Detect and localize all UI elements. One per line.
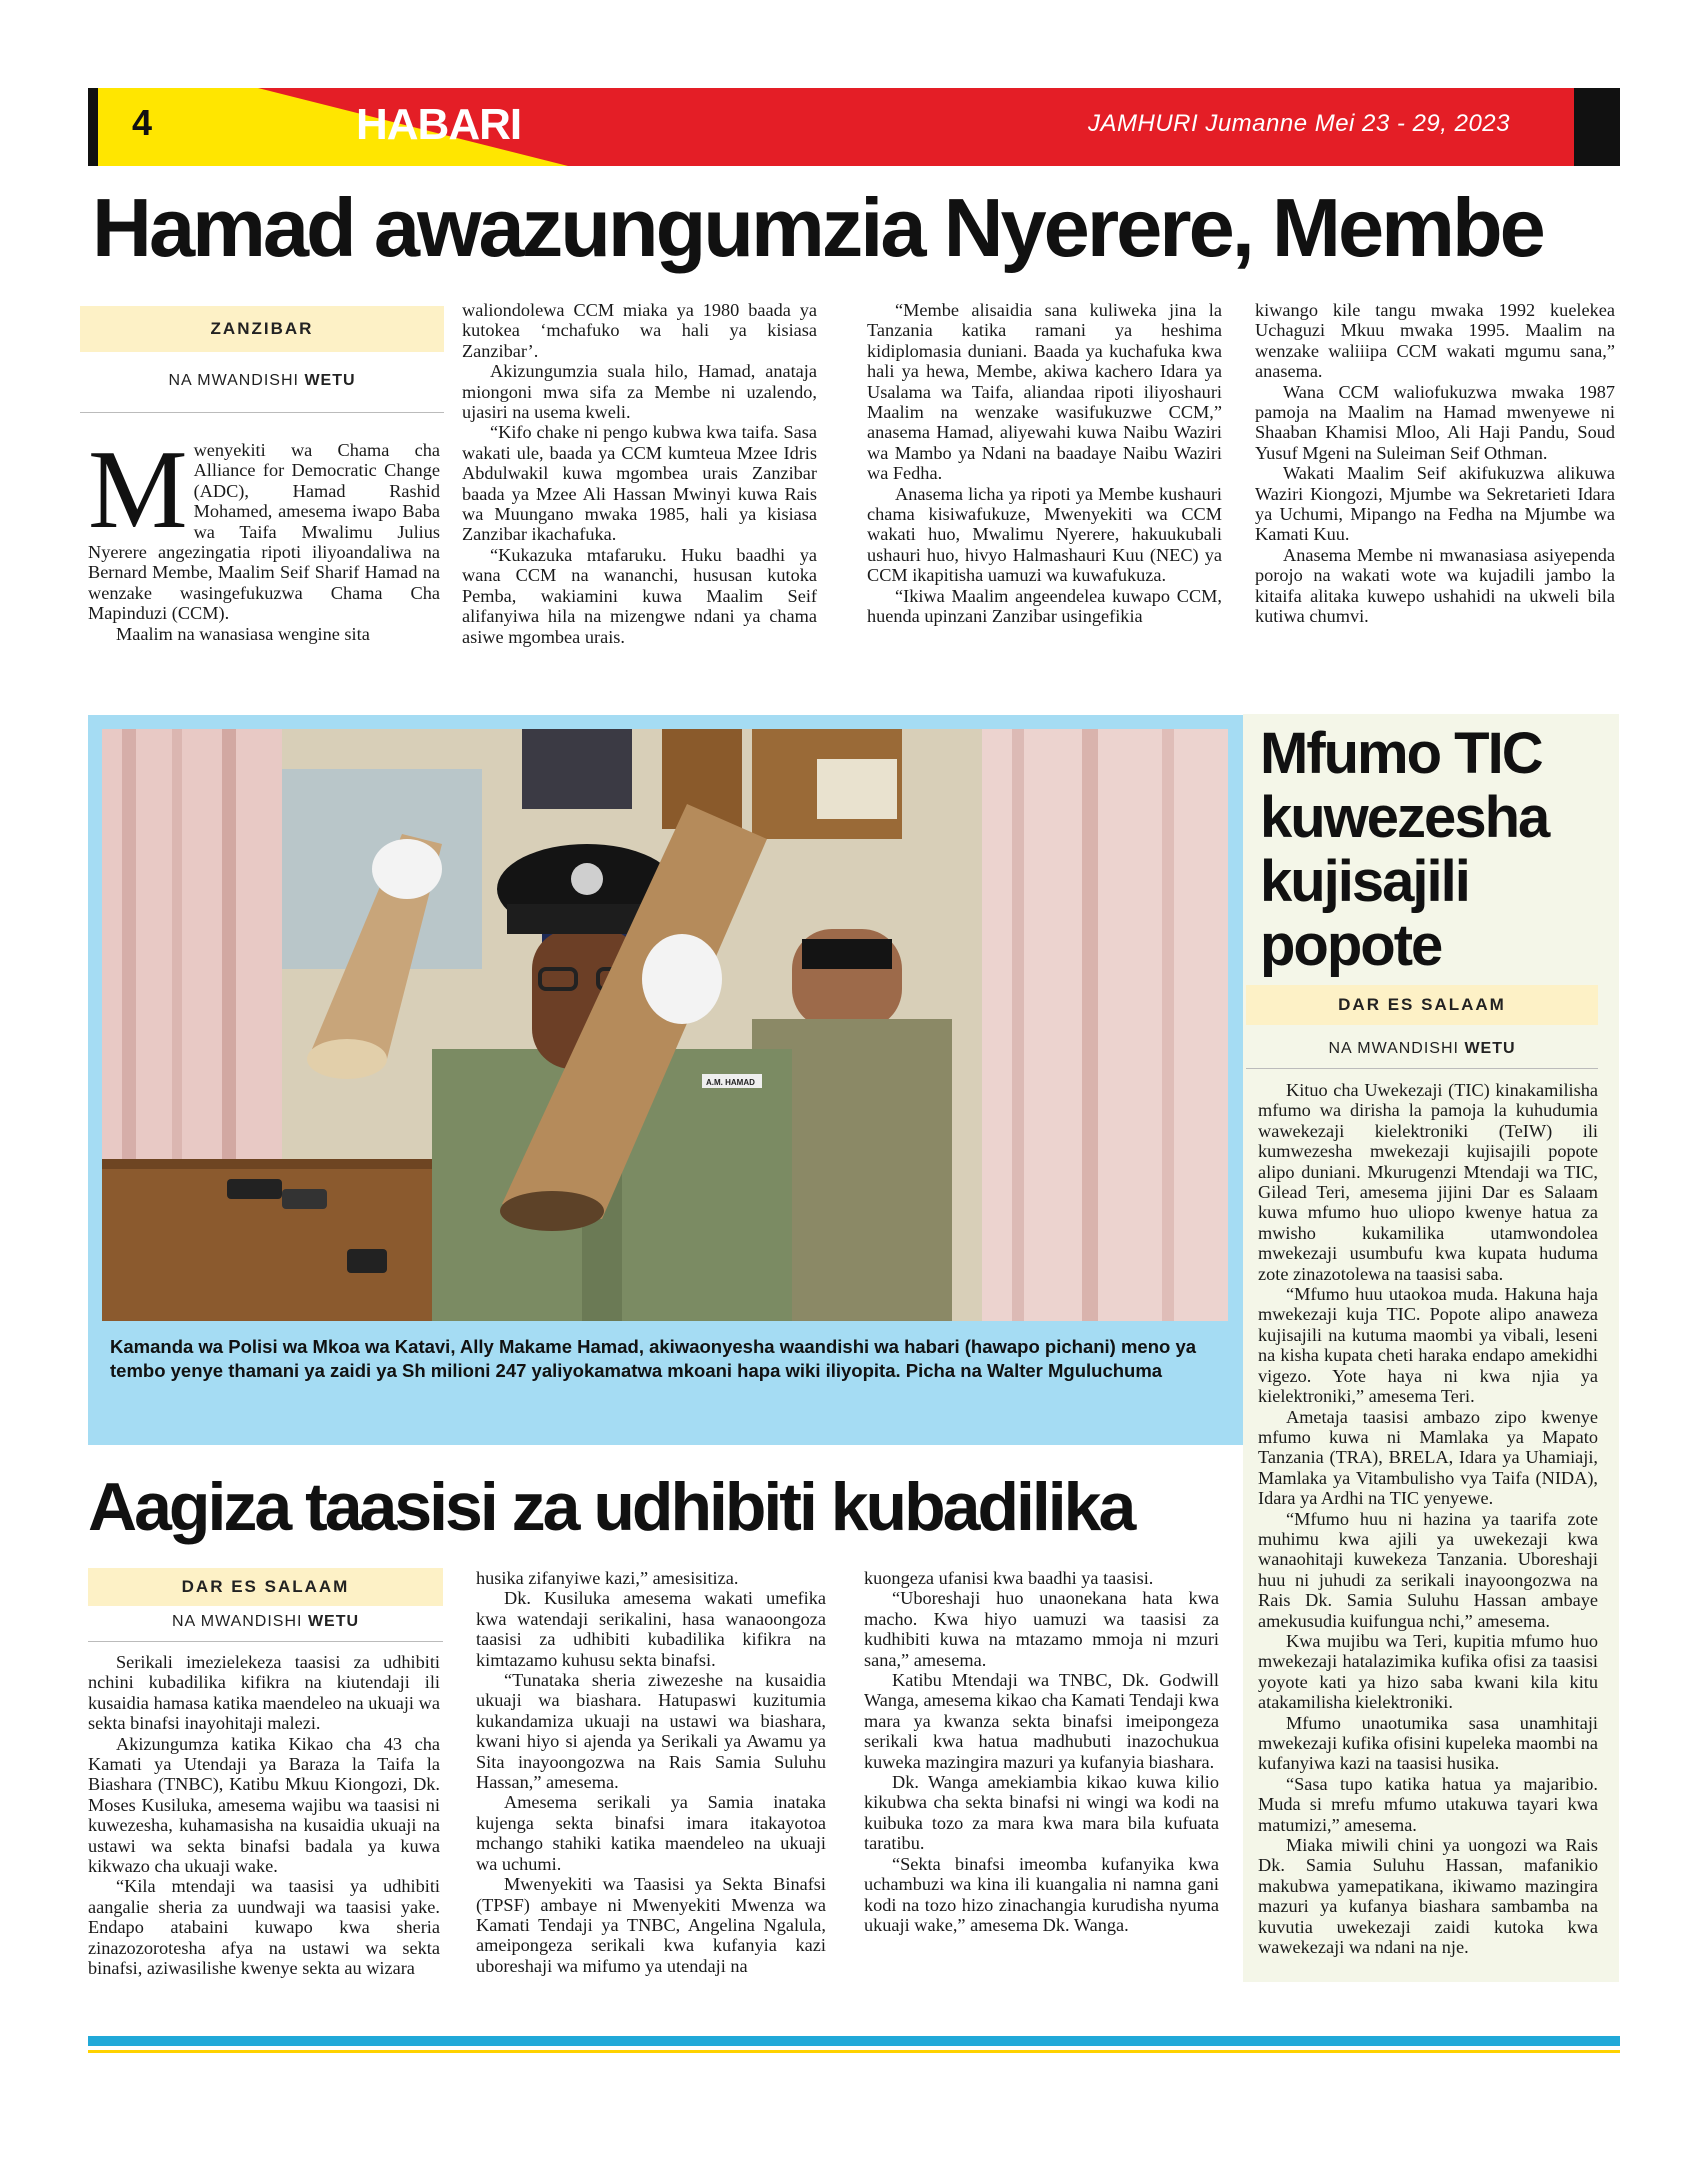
section-label: HABARI <box>356 100 522 149</box>
paragraph: Dk. Wanga amekiambia kikao kuwa kilio kikubwa cha sekta binafsi ni wingi wa kodi na kuibuka tozo za mara kwa mara bila kufuata taratibu. <box>864 1772 1219 1854</box>
story2-column-1 <box>88 1652 440 2020</box>
paragraph: Anasema licha ya ripoti ya Membe kushauri chama kisiwafukuze, Mwenyekiti wa CCM wakati huo, Mwalimu Nyerere, hakuukubali ushauri huo, hivyo Halmashauri Kuu (NEC) ya CCM ikapitisha uamuzi wa kuwafukuza. <box>867 483 1222 586</box>
name-tag: A.M. HAMAD <box>706 1078 755 1087</box>
story1-column-1 <box>88 440 440 700</box>
byline-name: WETU <box>1464 1040 1516 1057</box>
byline-rule <box>88 1641 443 1642</box>
footer-stripe-blue <box>88 2036 1620 2046</box>
byline-prefix: NA MWANDISHI <box>171 1613 303 1630</box>
paragraph: “Uboreshaji huo unaonekana hata kwa macho. Kwa hiyo uamuzi wa taasisi za kudhibiti kuwa na mtazamo mmoja ni mzuri sana,” amesema. <box>864 1588 1219 1670</box>
story1-byline <box>80 372 444 390</box>
header-band <box>88 88 1620 166</box>
story2-byline <box>88 1613 443 1631</box>
story3-kicker: DAR ES SALAAM <box>1246 985 1598 1025</box>
paragraph: kuongeza ufanisi kwa baadhi ya taasisi. <box>864 1568 1154 1588</box>
paragraph: “Ikiwa Maalim angeendelea kuwapo CCM, huenda upinzani Zanzibar usingefikia <box>867 585 1222 627</box>
paragraph: Wana CCM waliofukuzwa mwaka 1987 pamoja na Maalim na Hamad mwenyewe ni Shaaban Khamisi Mloo, Ali Haji Pandu, Soud Yusuf Mgeni na Suleiman Seif Othman. <box>1255 381 1615 463</box>
paragraph: Mfumo unaotumika sasa unamhitaji mwekezaji kufika ofisini kupeleka maombi na kufanyiwa kazi na taasisi husika. <box>1258 1712 1598 1774</box>
paragraph: Katibu Mtendaji wa TNBC, Dk. Godwill Wanga, amesema kikao cha Kamati Tendaji kwa mara ya kwanza sekta binafsi imeipongeza serikali kwa hatua madhubuti inazochukua kuweka mazingira mazuri ya kufanyia biashara. <box>864 1670 1219 1772</box>
paragraph: Maalim na wanasiasa wengine sita <box>116 623 370 644</box>
photo-illustration <box>102 729 1228 1321</box>
story2-column-3 <box>864 1568 1219 2020</box>
paragraph: Akizungumza katika Kikao cha 43 cha Kamati ya Utendaji ya Baraza la Taifa la Biashara (TNBC), Katibu Mkuu Kiongozi, Dk. Moses Kusiluka, amesema wajibu wa taasisi ni kuwezesha, kuhamasisha na kusaidia ukuaji na ustawi wa sekta binafsi badala ya kuwa kikwazo cha ukuaji wake. <box>88 1733 440 1877</box>
paragraph: “Sasa tupo katika hatua ya majaribio. Muda si mrefu mfumo utakuwa tayari kwa matumizi,” amesema. <box>1258 1773 1598 1835</box>
paragraph: “Mfumo huu ni hazina ya taarifa zote muhimu kwa ajili ya uwekezaji kwa wanaohitaji kuwekeza Tanzania. Uboreshaji huu ni juhudi za serikali inayoongozwa na Rais Dk. Samia Suluhu Hassan ambaye amekusudia kuifungua nchi,” amesema. <box>1258 1508 1598 1631</box>
paragraph: “Kila mtendaji wa taasisi ya udhibiti aangalie sheria za uundwaji wa taasisi yake. Endapo atabaini kuwapo kwa sheria zinazozorotesha afya na ustawi wa sekta binafsi, aziwasilishe kwenye sekta au wizara <box>88 1876 440 1979</box>
byline-rule <box>80 412 444 413</box>
photo-caption: Kamanda wa Polisi wa Mkoa wa Katavi, Ally Makame Hamad, akiwaonyesha waandishi wa habari (hawapo pichani) meno ya tembo yenye thamani ya zaidi ya Sh milioni 247 yaliyokamatwa mkoani hapa wiki iliyopita. Picha na Walter Mguluchuma <box>110 1336 1197 1381</box>
byline-prefix: NA MWANDISHI <box>1328 1040 1459 1057</box>
paragraph: kiwango kile tangu mwaka 1992 kuelekea Uchaguzi Mkuu mwaka 1995. Maalim na wenzake waliiipa CCM wakati mgumu sana,” anasema. <box>1255 300 1615 382</box>
paragraph: “Membe alisaidia sana kuliweka jina la Tanzania katika ramani ya heshima kidiplomasia duniani. Baada ya kuchafuka kwa hali ya hewa, Membe, akiwa kachero Idara ya Usalama wa Taifa, aliandaa ripoti iliyoshauri Maalim na wenzake wasifukuzwe CCM,” anasema Hamad, aliyewahi kuwa Naibu Waziri wa Mambo ya Ndani na baadaye Naibu Waziri wa Fedha. <box>867 300 1222 484</box>
story3-headline: Mfumo TIC kuwezesha kujisajili popote <box>1260 721 1549 978</box>
paragraph: Wakati Maalim Seif akifukuzwa alikuwa Waziri Kiongozi, Mjumbe wa Sekretarieti Idara ya Uchumi, Mipango na Fedha na Mjumbe wa Kamati Kuu. <box>1255 463 1615 545</box>
paragraph: “Sekta binafsi imeomba kufanyika kwa uchambuzi wa kina ili kuangalia ni namna gani kodi na tozo hizo zinachangia kurudisha nyuma ukuaji wake,” amesema Dk. Wanga. <box>864 1853 1219 1935</box>
paragraph: Serikali imezielekeza taasisi za udhibiti nchini kubadilika kifikra na kiutendaji ili kusaidia hamasa katika maendeleo na ukuaji wa sekta binafsi inayohitaji malezi. <box>88 1652 440 1734</box>
news-photo <box>102 729 1228 1321</box>
byline-name: WETU <box>307 1613 360 1630</box>
paragraph: “Tunataka sheria ziwezeshe na kusaidia ukuaji wa biashara. Hatupaswi kuzitumia kukandamiza ukuaji na ustawi wa biashara, kwani hiyo si ajenda ya Serikali ya Awamu ya Sita inayoongozwa na Rais Samia Suluhu Hassan,” amesema. <box>476 1670 826 1793</box>
photo-frame <box>88 715 1246 1445</box>
header-right-bar <box>1574 88 1620 166</box>
paragraph: Ametaja taasisi ambazo zipo kwenye mfumo kuwa ni Mamlaka ya Mapato Tanzania (TRA), BRELA, Idara ya Uhamiaji, Mamlaka ya Vitambulisho vya Taifa (NIDA), Idara ya Ardhi na TIC yenyewe. <box>1258 1406 1598 1509</box>
story1-column-2 <box>462 300 817 700</box>
edition-line: JAMHURI Jumanne Mei 23 - 29, 2023 <box>1087 110 1510 137</box>
story1-kicker: ZANZIBAR <box>80 306 444 352</box>
paragraph: Anasema Membe ni mwanasiasa asiyependa porojo na wakati wote wa kujadili jambo la kitaifa alitaka kuwepo ushahidi na ukweli bila kutiwa chumvi. <box>1255 544 1615 627</box>
paragraph: Miaka miwili chini ya uongozi wa Rais Dk. Samia Suluhu Hassan, mafanikio makubwa yamepatikana, ikiwamo mazingira mazuri ya kufanya biashara sambamba na kuvutia uwekezaji zaidi kutoka kwa wawekezaji wa ndani na nje. <box>1258 1835 1598 1958</box>
paragraph: wenyekiti wa Chama cha Alliance for Democratic Change (ADC), Hamad Rashid Mohamed, amesema iwapo Baba wa Taifa Mwalimu Julius Nyerere angezingatia ripoti iliyoandaliwa na Bernard Membe, Maalim Seif Sharif Hamad na wenzake wasingefukuzwa Chama Cha Mapinduzi (CCM). <box>88 440 440 624</box>
paragraph: “Kukazuka mtafaruku. Huku baadhi ya wana CCM na wananchi, hususan kutoka Pemba, wakiamini kuwa Maalim Seif alifanyiwa hila na mizengwe ndani ya chama asiwe mgombea urais. <box>462 544 817 647</box>
paragraph: “Mfumo huu utaokoa muda. Hakuna haja mwekezaji kuja TIC. Popote alipo anaweza kujisajili na kutuma maombi ya vibali, leseni na kisha kupata cheti haraka endapo amekidhi vigezo. Yote haya ni kwa njia ya kielektroniki,” amesema Teri. <box>1258 1284 1598 1407</box>
byline-name: WETU <box>304 372 356 389</box>
story3-column <box>1258 1080 1598 1975</box>
byline-rule <box>1246 1068 1598 1069</box>
footer-stripe-yellow <box>88 2050 1620 2053</box>
header-left-bar <box>88 88 98 166</box>
story2-headline: Aagiza taasisi za udhibiti kubadilika <box>88 1469 1134 1545</box>
story2-column-2 <box>476 1568 826 2020</box>
paragraph: Mwenyekiti wa Taasisi ya Sekta Binafsi (TPSF) ambaye ni Mwenyekiti Mwenza wa Kamati Tendaji ya TNBC, Angelina Ngalula, ameipongeza serikali kwa kufanyia kazi uboreshaji wa mifumo ya utendaji na <box>476 1874 826 1976</box>
paragraph: Akizungumzia suala hilo, Hamad, anataja miongoni mwa sifa za Membe ni uzalendo, ujasiri na usema kweli. <box>462 361 817 423</box>
story3-byline <box>1246 1040 1598 1058</box>
paragraph: Amesema serikali ya Samia inataka kujenga sekta binafsi imara itakayotoa mchango stahiki katika maendeleo na ukuaji wa uchumi. <box>476 1792 826 1874</box>
page-number: 4 <box>132 102 153 143</box>
story1-column-4 <box>1255 300 1615 700</box>
paragraph: waliondolewa CCM miaka ya 1980 baada ya kutokea ‘mchafuko wa hali ya kisiasa Zanzibar’. <box>462 300 817 361</box>
story2-kicker: DAR ES SALAAM <box>88 1568 443 1606</box>
dropcap: M <box>88 440 188 552</box>
paragraph: Dk. Kusiluka amesema wakati umefika kwa watendaji serikalini, hasa wanaoongoza taasisi za udhibiti kubadilika kifikra na kimtazamo kuhusu sekta binafsi. <box>476 1588 826 1670</box>
paragraph: Kwa mujibu wa Teri, kupitia mfumo huo mwekezaji hatalazimika kufika ofisi za taasisi yoyote kati ya hizo saba kwani kila kitu atakamilisha kielektroniki. <box>1258 1630 1598 1713</box>
paragraph: “Kifo chake ni pengo kubwa kwa taifa. Sasa wakati ule, baada ya CCM kumteua Mzee Idris Abdulwakil kuwa mgombea urais Zanzibar baada ya Mzee Ali Hassan Mwinyi kuwa Rais wa Muungano mwaka 1985, hali ya kisiasa Zanzibar ikachafuka. <box>462 422 817 545</box>
byline-prefix: NA MWANDISHI <box>168 372 299 389</box>
paragraph: Kituo cha Uwekezaji (TIC) kinakamilisha mfumo wa dirisha la pamoja la kuhudumia wawekezaji kielektroniki (TeIW) ili kumwezesha mwekezaji kujisajili popote alipo duniani. Mkurugenzi Mtendaji wa TIC, Gilead Teri, amesema jijini Dar es Salaam kuwa mfumo huo uliopo kwenye hatua za mwisho kukamilika utamwondolea mwekezaji usumbufu kwa kupata huduma zote zinazotolewa na taasisi saba. <box>1258 1080 1598 1284</box>
story1-column-3 <box>867 300 1222 700</box>
paragraph: husika zifanyiwe kazi,” amesisitiza. <box>476 1568 739 1588</box>
story1-headline: Hamad awazungumzia Nyerere, Membe <box>92 181 1543 274</box>
